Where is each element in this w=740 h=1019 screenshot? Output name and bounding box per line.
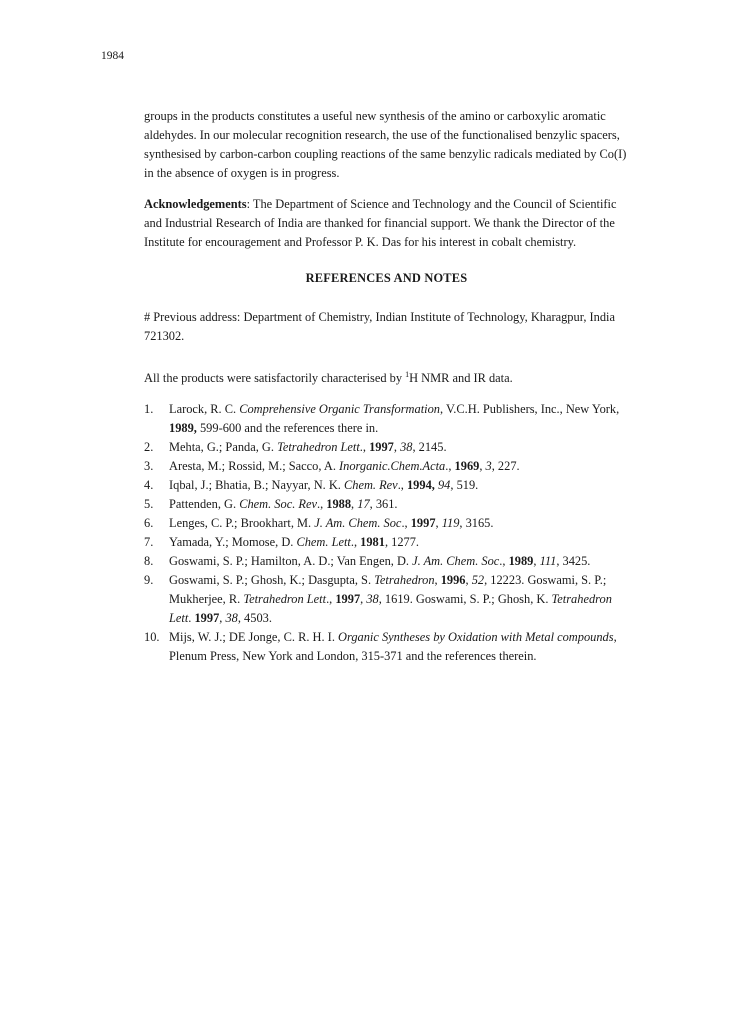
reference-text: [169, 571, 634, 628]
reference-text: [169, 514, 634, 533]
reference-text: [169, 495, 634, 514]
characterisation-text-end: H NMR and IR data.: [409, 371, 513, 386]
references-heading: REFERENCES AND NOTES: [305, 271, 468, 285]
reference-number: 1.: [144, 402, 154, 416]
reference-italic-segment: J. Am. Chem. Soc: [412, 554, 500, 568]
reference-text: [169, 533, 634, 552]
reference-text: [169, 400, 634, 438]
reference-italic-segment: Tetrahedron: [374, 573, 435, 587]
acknowledgements-text: : The Department of Science and Technology and the Council of Scientific and Industrial Research of India are thanked for financial support. We thank the Director of the Institute for encouragement and Professor P. K. Das for his interest in cobalt chemistry.: [144, 197, 617, 249]
reference-italic-segment: 94: [437, 478, 451, 492]
reference-segment: ,: [533, 554, 540, 568]
reference-number: 7.: [144, 535, 154, 549]
reference-item: [144, 533, 634, 552]
reference-item: [144, 457, 634, 476]
reference-bold-segment: 1969: [454, 459, 480, 473]
characterisation-note: [144, 365, 629, 388]
reference-italic-segment: 38: [400, 440, 413, 454]
reference-segment: , 2145.: [412, 440, 447, 454]
reference-bold-segment: 1997: [194, 611, 220, 625]
reference-text: [169, 552, 634, 571]
reference-segment: Goswami, S. P.; Ghosh, K.; Dasgupta, S.: [169, 573, 375, 587]
characterisation-text-start: All the products were satisfactorily characterised by: [144, 371, 406, 386]
reference-segment: ,: [479, 459, 486, 473]
reference-italic-segment: Comprehensive Organic Transformation: [239, 402, 440, 416]
reference-item: [144, 552, 634, 571]
reference-segment: Aresta, M.; Rossid, M.; Sacco, A.: [169, 459, 340, 473]
reference-segment: ,: [393, 440, 401, 454]
reference-segment: , Plenum Press, New York and London, 315-371 and the references therein.: [169, 630, 617, 663]
reference-bold-segment: 1988: [326, 497, 352, 511]
nmr-superscript: 1: [405, 370, 410, 379]
reference-number: 8.: [144, 554, 154, 568]
reference-italic-segment: J. Am. Chem. Soc: [314, 516, 402, 530]
reference-italic-segment: Inorganic.Chem.Acta: [339, 459, 446, 473]
reference-text: [169, 628, 634, 666]
reference-segment: ,: [434, 573, 441, 587]
reference-italic-segment: Tetrahedron Lett: [243, 592, 327, 606]
reference-segment: , 3425.: [556, 554, 591, 568]
body-paragraph-conclusion: groups in the products constitutes a useful new synthesis of the amino or carboxylic aromatic aldehydes. In our molecular recognition research, the use of the functionalised benzylic spacers, synthesised by carbon-carbon coupling reactions of the same benzylic radicals mediated by Co(I) in the absence of oxygen is in progress.: [144, 109, 627, 180]
reference-text: [169, 438, 634, 457]
reference-text: [169, 476, 634, 495]
reference-segment: , 361.: [369, 497, 398, 511]
reference-segment: .,: [326, 592, 336, 606]
reference-italic-segment: Chem. Soc. Rev: [239, 497, 317, 511]
reference-italic-segment: 111: [539, 554, 557, 568]
reference-number: 6.: [144, 516, 154, 530]
reference-segment: .,: [359, 440, 370, 454]
reference-italic-segment: Tetrahedron Lett: [169, 592, 612, 625]
reference-item: [144, 400, 634, 438]
acknowledgements-label: Acknowledgements: [144, 197, 247, 211]
reference-segment: .,: [445, 459, 455, 473]
reference-bold-segment: 1989: [508, 554, 534, 568]
reference-italic-segment: 3: [485, 459, 492, 473]
reference-number: 2.: [144, 440, 154, 454]
reference-segment: .,: [350, 535, 361, 549]
reference-italic-segment: 17: [357, 497, 370, 511]
reference-item: [144, 476, 634, 495]
references-list: [144, 400, 634, 666]
reference-segment: ,: [219, 611, 226, 625]
reference-segment: , 3165.: [459, 516, 494, 530]
reference-bold-segment: 1997: [410, 516, 436, 530]
acknowledgements-paragraph: [144, 195, 629, 252]
reference-segment: , 1619. Goswami, S. P.; Ghosh, K.: [378, 592, 552, 606]
reference-segment: ,: [351, 497, 358, 511]
reference-segment: Yamada, Y.; Momose, D.: [169, 535, 297, 549]
reference-segment: .: [188, 611, 195, 625]
reference-segment: .,: [316, 497, 327, 511]
reference-segment: Lenges, C. P.; Brookhart, M.: [169, 516, 315, 530]
reference-number: 9.: [144, 573, 154, 587]
reference-italic-segment: 38: [366, 592, 379, 606]
reference-number: 3.: [144, 459, 154, 473]
reference-italic-segment: Tetrahedron Lett: [277, 440, 360, 454]
reference-italic-segment: 52: [471, 573, 485, 587]
reference-bold-segment: 1989,: [169, 421, 197, 435]
reference-bold-segment: 1994,: [406, 478, 435, 492]
reference-item: [144, 495, 634, 514]
reference-italic-segment: Chem. Lett: [296, 535, 351, 549]
reference-segment: 599-600 and the references there in.: [196, 421, 379, 435]
reference-number: 4.: [144, 478, 154, 492]
reference-bold-segment: 1997: [369, 440, 394, 454]
reference-segment: Goswami, S. P.; Hamilton, A. D.; Van Engen, D.: [169, 554, 413, 568]
reference-segment: , V.C.H. Publishers, Inc., New York,: [439, 402, 620, 416]
reference-segment: Mijs, W. J.; DE Jonge, C. R. H. I.: [169, 630, 339, 644]
reference-segment: , 519.: [450, 478, 479, 492]
reference-segment: , 1277.: [384, 535, 420, 549]
reference-bold-segment: 1996: [440, 573, 466, 587]
reference-segment: Larock, R. C.: [169, 402, 240, 416]
reference-segment: ,: [465, 573, 472, 587]
reference-segment: .,: [397, 478, 407, 492]
reference-item: [144, 628, 634, 666]
reference-segment: ,: [360, 592, 367, 606]
reference-item: [144, 438, 634, 457]
reference-segment: Pattenden, G.: [169, 497, 240, 511]
reference-bold-segment: 1981: [360, 535, 385, 549]
reference-item: [144, 514, 634, 533]
previous-address-note: # Previous address: Department of Chemistry, Indian Institute of Technology, Kharagpur, India 721302.: [144, 310, 615, 343]
reference-segment: Mehta, G.; Panda, G.: [169, 440, 278, 454]
reference-number: 10.: [144, 630, 160, 644]
reference-italic-segment: 38: [225, 611, 238, 625]
reference-number: 5.: [144, 497, 154, 511]
reference-segment: ,: [435, 516, 442, 530]
reference-italic-segment: Chem. Rev: [344, 478, 398, 492]
reference-italic-segment: Organic Syntheses by Oxidation with Metal compounds: [338, 630, 614, 644]
reference-text: [169, 457, 634, 476]
reference-segment: .,: [499, 554, 509, 568]
reference-segment: , 12223. Goswami, S. P.; Mukherjee, R.: [169, 573, 607, 606]
page-number: 1984: [101, 50, 124, 62]
reference-segment: , 227.: [491, 459, 520, 473]
reference-item: [144, 571, 634, 628]
reference-bold-segment: 1997: [335, 592, 361, 606]
reference-segment: , 4503.: [237, 611, 272, 625]
reference-segment: Iqbal, J.; Bhatia, B.; Nayyar, N. K.: [169, 478, 345, 492]
reference-italic-segment: 119: [441, 516, 460, 530]
reference-segment: .,: [401, 516, 411, 530]
